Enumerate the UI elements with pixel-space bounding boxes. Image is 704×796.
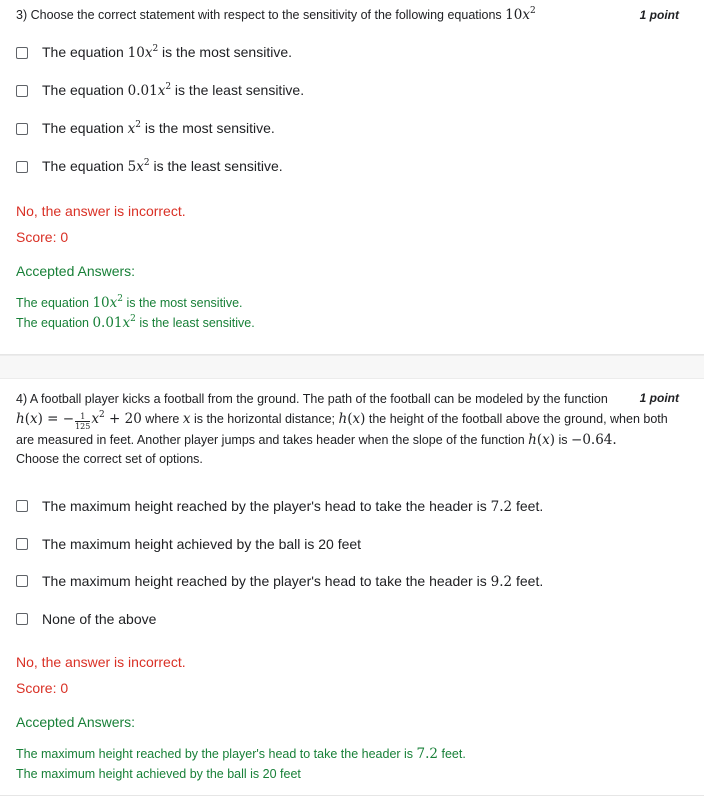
accepted-answer: The equation $0.01x^2$ is the least sensitive. [16, 313, 255, 331]
option-row[interactable] [16, 563, 688, 601]
option-checkbox[interactable] [16, 161, 28, 173]
option-label: The equation $x^2$ is the most sensitive. [42, 120, 275, 137]
accepted-answer: The equation $10x^2$ is the most sensitive. [16, 293, 243, 311]
question-3-text [16, 0, 688, 26]
function-expression: h(x) = − $\frac{1}{125}$ $x^2 + 20$ [16, 409, 142, 431]
question-4-text: 4) A football player kicks a football from the ground. The path of the football can be modeled by the function h(x) = − $\frac{1}{125}$ $x^2 + 20$ where x is the horizontal distance; h(x) the height of the football above the ground, when both are measured in feet. Another player jumps and takes header when the slope of the function h(x) is −0.64. Choose the correct set of options. [16, 392, 668, 466]
option-label: The maximum height reached by the player's head to take the header is 7.2 feet. [42, 497, 544, 515]
option-row[interactable] [16, 488, 688, 526]
question-4-options [16, 488, 688, 638]
question-3-options [16, 34, 688, 186]
question-3-header [16, 0, 688, 26]
option-row[interactable] [16, 600, 688, 638]
accepted-answer: The maximum height achieved by the ball is 20 feet [16, 766, 301, 781]
slope-value: −0.64. [571, 431, 617, 448]
accepted-answers-title: Accepted Answers: [16, 713, 136, 730]
question-4-result [16, 649, 688, 701]
option-checkbox[interactable] [16, 500, 28, 512]
question-4-header [16, 379, 688, 470]
option-checkbox[interactable] [16, 613, 28, 625]
question-3-equation: $10x^2$ [505, 6, 536, 23]
option-checkbox[interactable] [16, 85, 28, 97]
question-3 [0, 0, 704, 355]
option-label: The equation $0.01x^2$ is the least sensitive. [42, 82, 305, 99]
score-text: Score: 0 [16, 228, 69, 245]
option-checkbox[interactable] [16, 538, 28, 550]
option-row[interactable] [16, 34, 688, 72]
option-row[interactable] [16, 525, 688, 563]
accepted-answers [16, 744, 688, 784]
score-text: Score: 0 [16, 679, 69, 696]
incorrect-message: No, the answer is incorrect. [16, 653, 186, 670]
accepted-answer: The maximum height reached by the player's head to take the header is 7.2 feet. [16, 745, 466, 762]
option-row[interactable] [16, 148, 688, 186]
option-label: The equation $10x^2$ is the most sensitive. [42, 44, 292, 61]
accepted-answers-title: Accepted Answers: [16, 262, 136, 279]
option-label: The maximum height achieved by the ball is 20 feet [42, 535, 362, 552]
option-label: The maximum height reached by the player's head to take the header is 9.2 feet. [42, 572, 544, 590]
question-3-result [16, 198, 688, 250]
question-4 [0, 379, 704, 796]
question-4-points: 1 point [639, 391, 679, 405]
accepted-answers [16, 293, 688, 333]
incorrect-message: No, the answer is incorrect. [16, 202, 186, 219]
option-label: None of the above [42, 610, 157, 627]
option-row[interactable] [16, 72, 688, 110]
option-checkbox[interactable] [16, 575, 28, 587]
question-3-points: 1 point [639, 8, 679, 22]
question-separator [0, 355, 704, 379]
question-3-prompt: 3) Choose the correct statement with respect to the sensitivity of the following equations [16, 8, 502, 22]
option-checkbox[interactable] [16, 47, 28, 59]
option-row[interactable] [16, 110, 688, 148]
option-label: The equation $5x^2$ is the least sensitive. [42, 158, 283, 175]
option-checkbox[interactable] [16, 123, 28, 135]
